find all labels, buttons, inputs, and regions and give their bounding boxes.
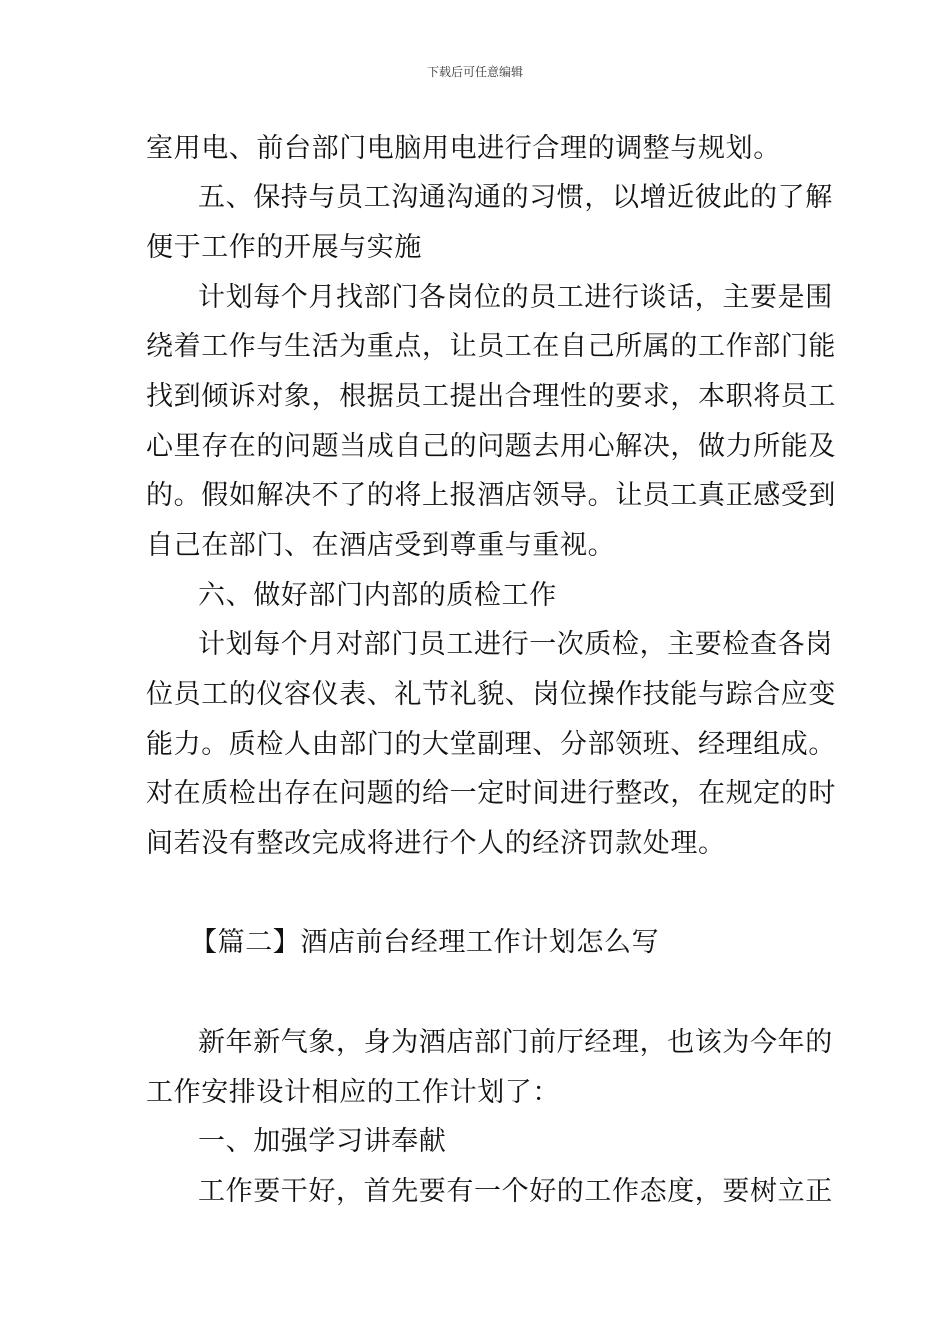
page-header: 下载后可任意编辑 [426, 65, 523, 79]
section-heading: 六、做好部门内部的质检工作 [198, 580, 557, 611]
paragraph-start: 计划每个月找部门各岗位的员工进行谈话，主要是围 [198, 282, 833, 313]
paragraph-start: 工作要干好，首先要有一个好的工作态度，要树立正 [198, 1176, 833, 1207]
body-line: 对在质检出存在问题的给一定时间进行整改，在规定的时 [146, 778, 836, 809]
body-line: 找到倾诉对象，根据员工提出合理性的要求，本职将员工 [146, 381, 836, 412]
body-line: 绕着工作与生活为重点，让员工在自己所属的工作部门能 [146, 331, 836, 362]
article-title: 【篇二】酒店前台经理工作计划怎么写 [190, 927, 660, 958]
body-line: 间若没有整改完成将进行个人的经济罚款处理。 [146, 828, 726, 859]
body-line: 工作安排设计相应的工作计划了： [146, 1077, 560, 1108]
section-heading: 五、保持与员工沟通沟通的习惯，以增近彼此的了解 [198, 182, 833, 213]
body-line: 便于工作的开展与实施 [146, 232, 422, 263]
body-line: 能力。质检人由部门的大堂副理、分部领班、经理组成。 [146, 729, 836, 760]
body-line: 心里存在的问题当成自己的问题去用心解决，做力所能及 [146, 431, 836, 462]
paragraph-start: 新年新气象，身为酒店部门前厅经理，也该为今年的 [198, 1027, 833, 1058]
paragraph-start: 计划每个月对部门员工进行一次质检，主要检查各岗 [198, 629, 833, 660]
body-line: 室用电、前台部门电脑用电进行合理的调整与规划。 [146, 133, 781, 164]
body-line: 的。假如解决不了的将上报酒店领导。让员工真正感受到 [146, 480, 836, 511]
section-heading: 一、加强学习讲奉献 [198, 1126, 447, 1157]
body-line: 位员工的仪容仪表、礼节礼貌、岗位操作技能与踪合应变 [146, 679, 836, 710]
body-line: 自己在部门、在酒店受到尊重与重视。 [146, 530, 616, 561]
